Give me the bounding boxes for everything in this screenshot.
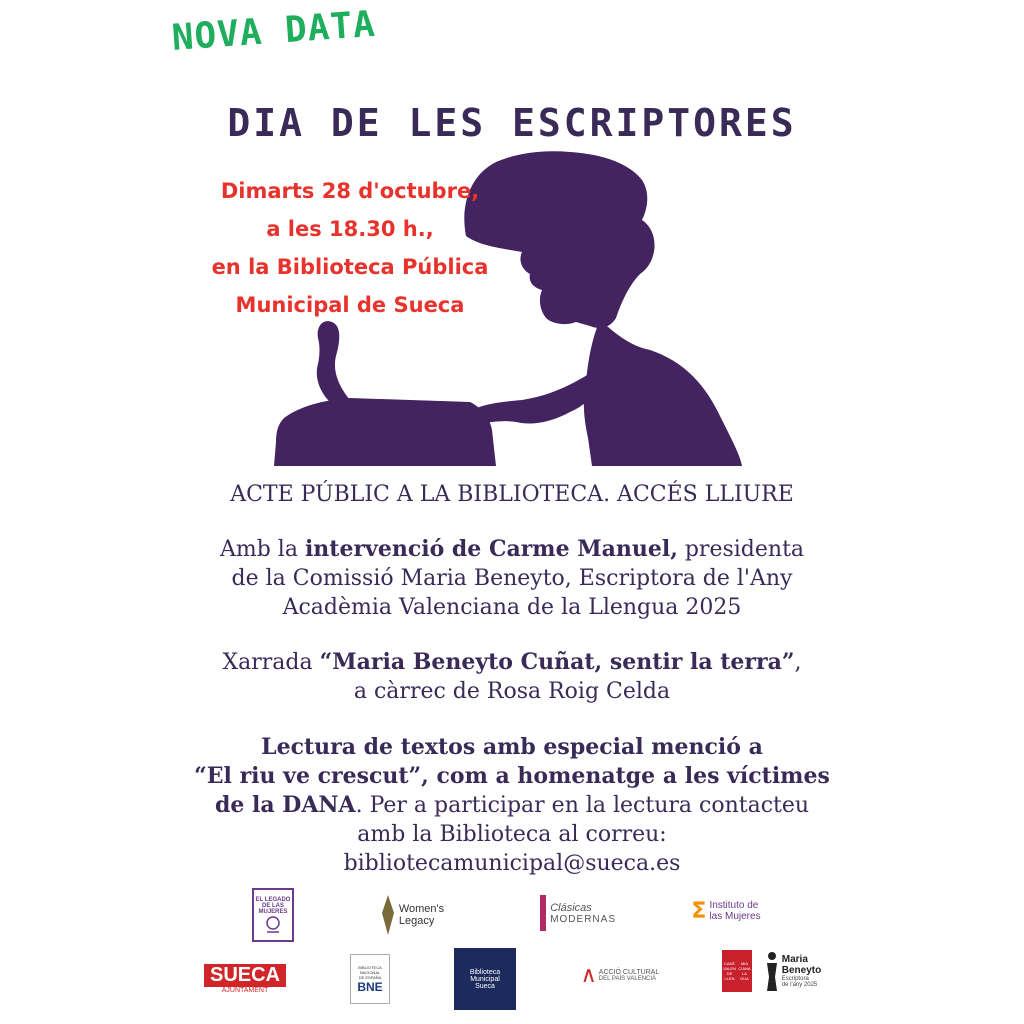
event-venue-line2: Municipal de Sueca <box>235 293 465 317</box>
reading-block: Lectura de textos amb especial menció a “El riu ve crescut”, com a homenatge a les víctimes de la DANA. Per a participar en la lectura contacteu amb la Biblioteca al correu: bibliotecamunicipal@sueca.es <box>0 733 1024 878</box>
event-date-time <box>170 172 530 324</box>
biblioteca-sueca-logo: Biblioteca Municipal Sueca <box>454 948 516 1010</box>
woman-face-icon <box>264 915 282 933</box>
clasicas-bar-icon <box>540 895 546 931</box>
academia-valenciana-logo: CADÈ MIA VALEN CIANA DE LA LLEN GUA <box>722 950 752 992</box>
clasicas-modernas-logo: Clásicas MODERNAS <box>540 890 616 936</box>
legado-mujeres-logo: EL LEGADO DE LAS MUJERES <box>252 888 294 942</box>
bne-logo: BIBLIOTECA NACIONAL DE ESPAÑA BNE <box>350 954 390 1004</box>
accio-cultural-logo: ∧ ACCIÓ CULTURAL DEL PAÍS VALENCIÀ <box>580 962 660 988</box>
page-title: DIA DE LES ESCRIPTORES <box>227 101 797 145</box>
womens-legacy-logo: Women's Legacy <box>372 890 452 940</box>
contact-email[interactable]: bibliotecamunicipal@sueca.es <box>343 851 681 876</box>
pen-nib-icon <box>380 895 396 935</box>
event-date: Dimarts 28 d'octubre, <box>220 179 480 203</box>
instituto-mujeres-logo: Σ Instituto de las Mujeres <box>691 898 761 924</box>
sigma-icon: Σ <box>691 898 707 924</box>
maria-beneyto-logo: Maria Beneyto Escriptora de l'any 2025 <box>758 948 828 994</box>
new-date-stamp: NOVA DATA <box>170 3 378 59</box>
woman-figure-icon <box>765 951 779 991</box>
event-venue-line1: en la Biblioteca Pública <box>211 255 489 279</box>
access-info: ACTE PÚBLIC A LA BIBLIOTECA. ACCÉS LLIURE <box>230 482 794 507</box>
talk-block: Xarrada “Maria Beneyto Cuñat, sentir la terra”, a càrrec de Rosa Roig Celda <box>222 649 802 704</box>
sueca-ajuntament-logo: SUECA AJUNTAMENT <box>196 962 294 996</box>
intervention-block: Amb la intervenció de Carme Manuel, presidenta de la Comissió Maria Beneyto, Escriptora de l'Any Acadèmia Valenciana de la Llengua 2025 <box>219 536 805 620</box>
event-time: a les 18.30 h., <box>266 217 434 241</box>
accio-mark-icon: ∧ <box>580 962 597 988</box>
